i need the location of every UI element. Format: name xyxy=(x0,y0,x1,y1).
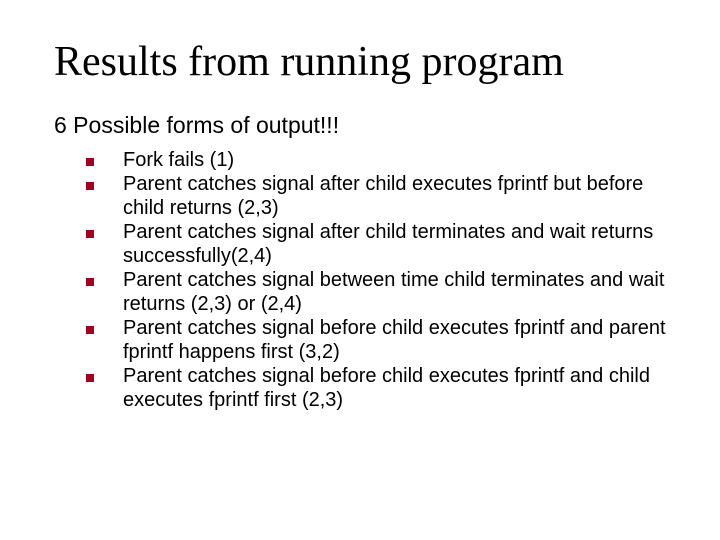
square-bullet-icon xyxy=(86,230,94,238)
bullet-text: Fork fails (1) xyxy=(123,149,235,171)
square-bullet-icon xyxy=(86,326,94,334)
bullet-item xyxy=(0,316,683,364)
slide-subtitle: 6 Possible forms of output!!! xyxy=(54,112,340,138)
square-bullet-icon xyxy=(86,158,94,166)
bullet-item xyxy=(0,220,683,268)
bullet-item xyxy=(0,364,683,412)
bullet-text: Parent catches signal after child executes fprintf but before child returns (2,3) xyxy=(123,173,644,219)
bullet-item xyxy=(0,172,683,220)
bullet-text: Parent catches signal before child executes fprintf and parent fprintf happens first (3,2) xyxy=(123,317,666,363)
bullet-item xyxy=(0,148,683,172)
square-bullet-icon xyxy=(86,374,94,382)
bullet-text: Parent catches signal between time child terminates and wait returns (2,3) or (2,4) xyxy=(123,269,665,315)
bullet-list xyxy=(0,148,720,412)
square-bullet-icon xyxy=(86,182,94,190)
bullet-text: Parent catches signal before child executes fprintf and child executes fprintf first (2,3) xyxy=(123,365,650,411)
bullet-item xyxy=(0,268,683,316)
square-bullet-icon xyxy=(86,278,94,286)
bullet-text: Parent catches signal after child terminates and wait returns successfully(2,4) xyxy=(123,221,654,267)
slide-title: Results from running program xyxy=(54,39,564,85)
